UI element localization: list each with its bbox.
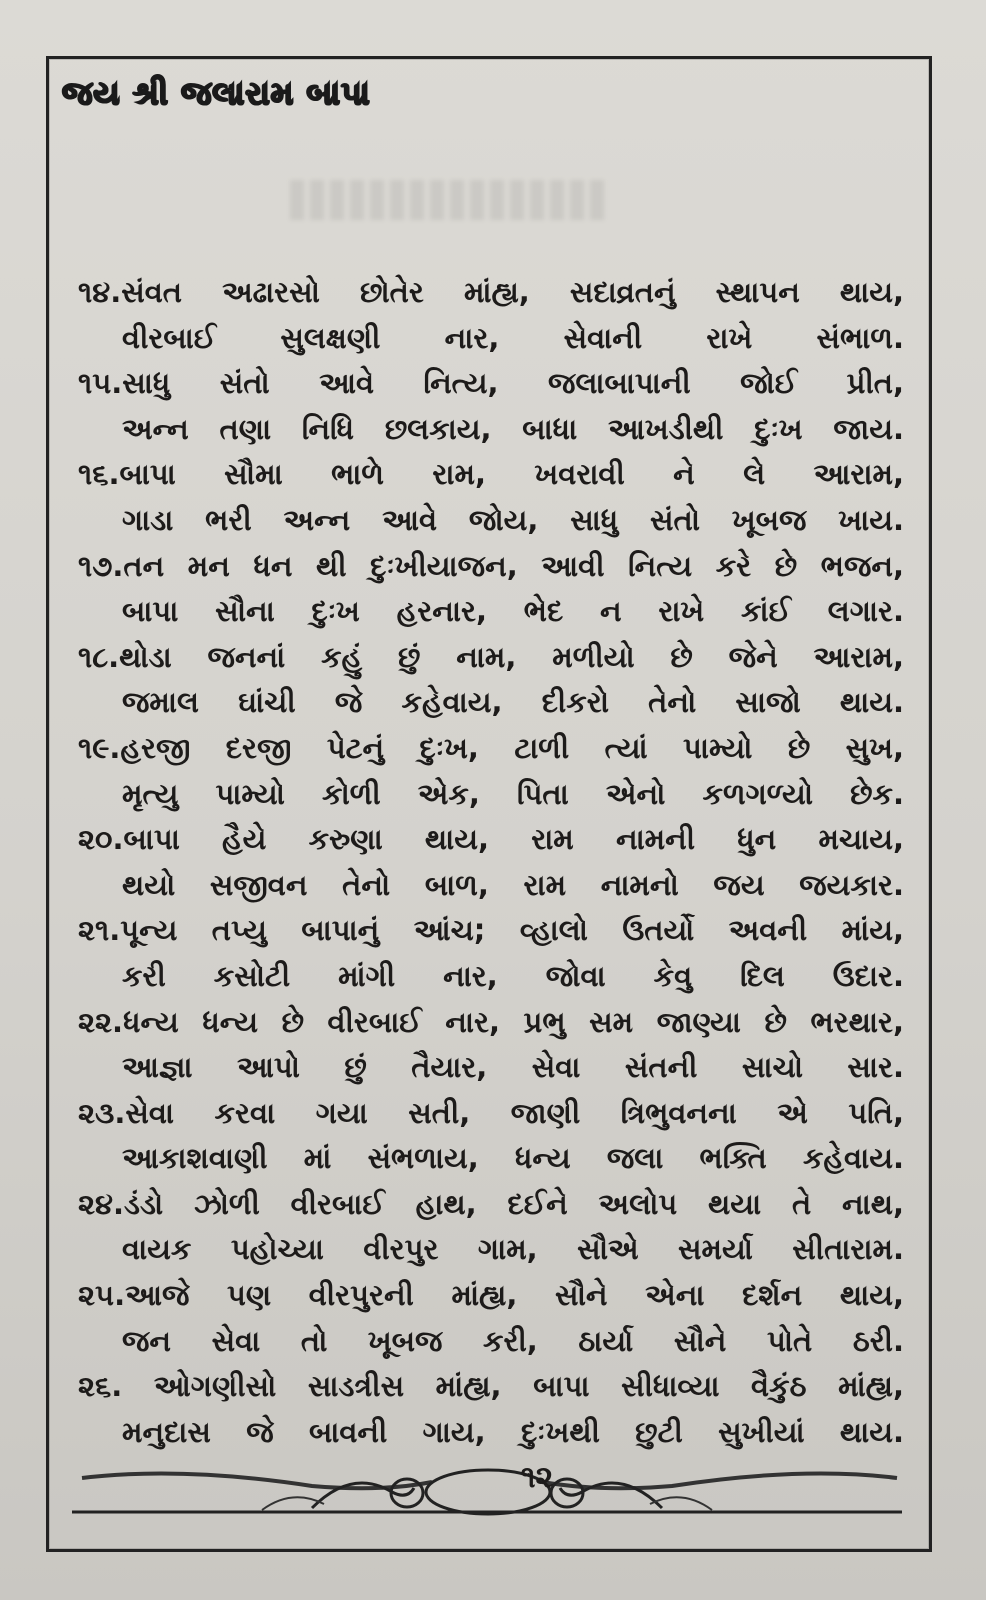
page-header-title: જય શ્રી જલારામ બાપા	[62, 74, 371, 112]
verse-line-second: ગાડા ભરી અન્ન આવે જોય, સાધુ સંતો ખૂબજ ખાય.	[122, 502, 904, 537]
page-number: ૧૨	[520, 1460, 554, 1495]
verse-line-first: ૧૪.સંવત અઢારસો છોતેર માંહ્ય, સદાવ્રતનું સ્થાપન થાય,	[78, 275, 904, 309]
verse	[78, 452, 904, 543]
verse-line-first: ૨૪.ડંડો ઝોળી વીરબાઈ હાથ, દઈને અલોપ થયા તે નાથ,	[78, 1186, 904, 1221]
verse-line-first: ૧૬.બાપા સૌમા ભાળે રામ, ખવરાવી ને લે આરામ,	[78, 457, 904, 492]
verse-line-first: ૨૩.સેવા કરવા ગયા સતી, જાણી ત્રિભુવનના એ પતિ,	[78, 1095, 904, 1130]
verse-line-second: મૃત્યુ પામ્યો કોળી એક, પિતા એનો કળગળ્યો છેક.	[122, 776, 904, 811]
verse-line-first: ૧૮.થોડા જનનાં કહું છું નામ, મળીયો છે જેને આરામ,	[78, 639, 904, 674]
footer-ornament	[62, 1448, 912, 1534]
verse-line-second: અન્ન તણા નિધિ છલકાય, બાધા આખડીથી દુઃખ જાય.	[122, 411, 904, 446]
verse-line-second: થયો સજીવન તેનો બાળ, રામ નામનો જય જયકાર.	[122, 867, 904, 902]
verse	[78, 908, 904, 999]
verse	[78, 635, 904, 726]
verse-line-second: વીરબાઈ સુલક્ષણી નાર, સેવાની રાખે સંભાળ.	[122, 320, 904, 355]
verse-line-second: બાપા સૌના દુઃખ હરનાર, ભેદ ન રાખે કાંઈ લગાર.	[122, 594, 904, 629]
verse-line-second: મનુદાસ જે બાવની ગાય, દુઃખથી છુટી સુખીયાં થાય.	[122, 1414, 904, 1449]
verse-line-first: ૧૭.તન મન ધન થી દુઃખીયાજન, આવી નિત્ય કરે છે ભજન,	[78, 548, 904, 583]
verse-line-second: કરી કસોટી માંગી નાર, જોવા કેવુ દિલ ઉદાર.	[122, 958, 904, 993]
verse	[78, 361, 904, 452]
verse-line-second: જન સેવા તો ખૂબજ કરી, ઠાર્યા સૌને પોતે ઠરી.	[122, 1323, 904, 1358]
verse	[78, 1091, 904, 1182]
verse-line-first: ૨૫.આજે પણ વીરપુરની માંહ્ય, સૌને એના દર્શન થાય,	[78, 1278, 904, 1313]
verse-line-first: ૧૫.સાધુ સંતો આવે નિત્ય, જલાબાપાની જોઈ પ્રીત,	[78, 366, 904, 401]
verse-line-second: જમાલ ઘાંચી જે કહેવાય, દીકરો તેનો સાજો થાય.	[122, 685, 904, 720]
verse-line-first: ૨૨.ધન્ય ધન્ય છે વીરબાઈ નાર, પ્રભુ સમ જાણ્યા છે ભરથાર,	[78, 1004, 904, 1039]
verse-line-first: ૨૬. ઓગણીસો સાડત્રીસ માંહ્ય, બાપા સીધાવ્યા વૈકુંઠ માંહ્ય,	[78, 1369, 904, 1404]
verse	[78, 544, 904, 635]
verse	[78, 1273, 904, 1364]
verse	[78, 1000, 904, 1091]
verse-list	[78, 270, 904, 1455]
verse	[78, 270, 904, 361]
verse-line-first: ૨૧.પૂન્ય તપ્યુ બાપાનું આંચ; વ્હાલો ઉતર્યો અવની માંય,	[78, 913, 904, 948]
verse-line-second: વાયક પહોચ્યા વીરપુર ગામ, સૌએ સમર્યા સીતારામ.	[122, 1232, 904, 1267]
verse-line-second: આકાશવાણી માં સંભળાય, ધન્ય જલા ભક્તિ કહેવાય.	[122, 1141, 904, 1176]
verse-line-second: આજ્ઞા આપો છું તૈયાર, સેવા સંતની સાચો સાર.	[122, 1050, 904, 1085]
verse-line-first: ૨૦.બાપા હૈયે કરુણા થાય, રામ નામની ધુન મચાય,	[78, 822, 904, 857]
verse	[78, 726, 904, 817]
verse	[78, 1364, 904, 1455]
verse	[78, 817, 904, 908]
bleed-through-text	[290, 180, 610, 220]
verse-line-first: ૧૯.હરજી દરજી પેટનું દુઃખ, ટાળી ત્યાં પામ્યો છે સુખ,	[78, 730, 904, 765]
verse	[78, 1182, 904, 1273]
